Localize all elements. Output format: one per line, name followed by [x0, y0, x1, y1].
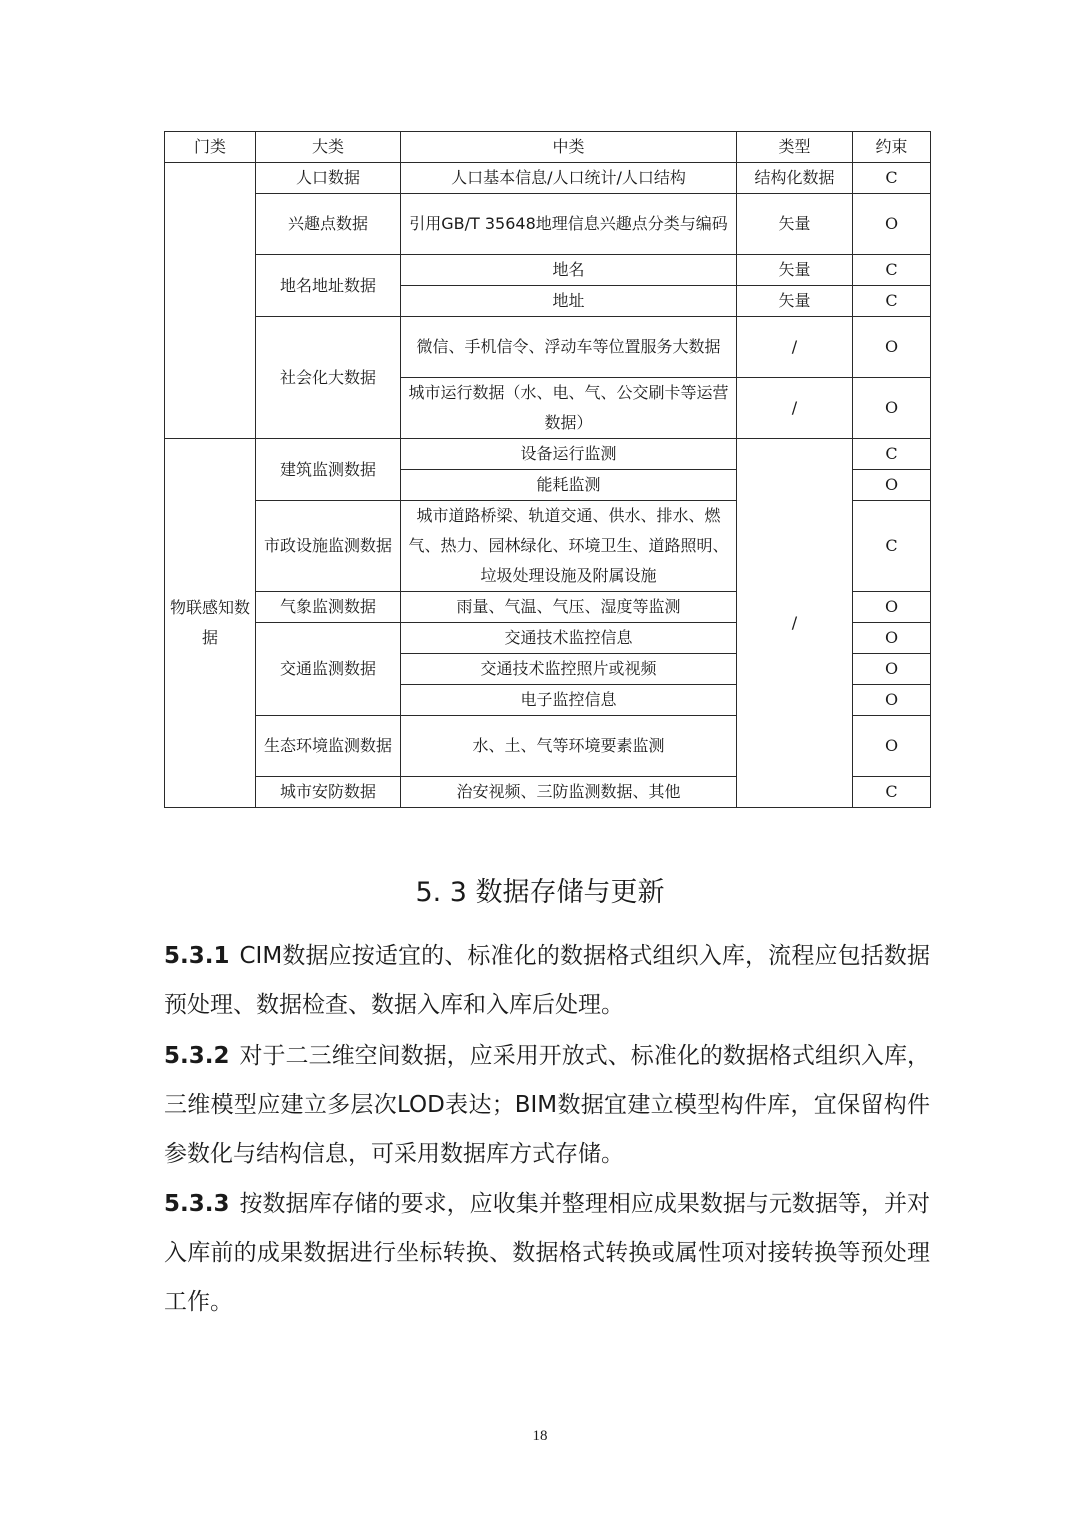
- clause-paragraph: [164, 1032, 930, 1179]
- major-class-cell: 交通监测数据: [256, 623, 401, 716]
- header-category: 门类: [165, 132, 256, 163]
- constraint-cell: C: [853, 439, 931, 470]
- middle-class-cell: 水、土、气等环境要素监测: [401, 716, 737, 777]
- data-classification-table: [164, 131, 931, 808]
- clause-number: 5.3.3: [164, 1191, 230, 1217]
- type-cell: /: [737, 439, 853, 808]
- middle-class-cell: 雨量、气温、气压、湿度等监测: [401, 592, 737, 623]
- major-class-cell: 生态环境监测数据: [256, 716, 401, 777]
- constraint-cell: O: [853, 685, 931, 716]
- middle-class-cell: 地名: [401, 255, 737, 286]
- header-middle-class: 中类: [401, 132, 737, 163]
- table-row: [165, 439, 931, 470]
- constraint-cell: O: [853, 654, 931, 685]
- middle-class-cell: 微信、手机信令、浮动车等位置服务大数据: [401, 317, 737, 378]
- header-type: 类型: [737, 132, 853, 163]
- middle-class-cell: 电子监控信息: [401, 685, 737, 716]
- type-cell: /: [737, 378, 853, 439]
- section-title: 5. 3 数据存储与更新: [415, 877, 665, 908]
- clause-paragraph: [164, 932, 930, 1030]
- clause-number: 5.3.2: [164, 1043, 230, 1069]
- constraint-cell: O: [853, 716, 931, 777]
- major-class-cell: 市政设施监测数据: [256, 501, 401, 592]
- middle-class-cell: 地址: [401, 286, 737, 317]
- middle-class-cell: 交通技术监控信息: [401, 623, 737, 654]
- type-cell: 矢量: [737, 194, 853, 255]
- constraint-cell: C: [853, 286, 931, 317]
- clause-text: 按数据库存储的要求，应收集并整理相应成果数据与元数据等，并对入库前的成果数据进行坐标转换、数据格式转换或属性项对接转换等预处理工作。: [164, 1191, 930, 1315]
- type-cell: 结构化数据: [737, 163, 853, 194]
- major-class-cell: 地名地址数据: [256, 255, 401, 317]
- header-major-class: 大类: [256, 132, 401, 163]
- page-number: 18: [532, 1428, 548, 1444]
- constraint-cell: O: [853, 623, 931, 654]
- middle-class-cell: 引用GB/T 35648地理信息兴趣点分类与编码: [401, 194, 737, 255]
- type-cell: /: [737, 317, 853, 378]
- constraint-cell: C: [853, 501, 931, 592]
- middle-class-cell: 能耗监测: [401, 470, 737, 501]
- major-class-cell: 社会化大数据: [256, 317, 401, 439]
- table-row: [165, 317, 931, 378]
- major-class-cell: 人口数据: [256, 163, 401, 194]
- clause-number: 5.3.1: [164, 943, 230, 969]
- middle-class-cell: 城市道路桥梁、轨道交通、供水、排水、燃气、热力、园林绿化、环境卫生、道路照明、垃圾处理设施及附属设施: [401, 501, 737, 592]
- major-class-cell: 建筑监测数据: [256, 439, 401, 501]
- major-class-cell: 气象监测数据: [256, 592, 401, 623]
- major-class-cell: 城市安防数据: [256, 777, 401, 808]
- clause-text: 对于二三维空间数据，应采用开放式、标准化的数据格式组织入库，三维模型应建立多层次LOD表达；BIM数据宜建立模型构件库，宜保留构件参数化与结构信息，可采用数据库方式存储。: [164, 1043, 930, 1167]
- type-cell: 矢量: [737, 255, 853, 286]
- header-constraint: 约束: [853, 132, 931, 163]
- constraint-cell: O: [853, 317, 931, 378]
- major-class-cell: 兴趣点数据: [256, 194, 401, 255]
- table-row: [165, 194, 931, 255]
- middle-class-cell: 设备运行监测: [401, 439, 737, 470]
- clause-paragraph: [164, 1180, 930, 1327]
- middle-class-cell: 治安视频、三防监测数据、其他: [401, 777, 737, 808]
- middle-class-cell: 交通技术监控照片或视频: [401, 654, 737, 685]
- constraint-cell: O: [853, 194, 931, 255]
- constraint-cell: C: [853, 777, 931, 808]
- middle-class-cell: 城市运行数据（水、电、气、公交刷卡等运营数据）: [401, 378, 737, 439]
- constraint-cell: O: [853, 592, 931, 623]
- category-cell-empty: [165, 163, 256, 439]
- category-cell: 物联感知数据: [165, 439, 256, 808]
- middle-class-cell: 人口基本信息/人口统计/人口结构: [401, 163, 737, 194]
- constraint-cell: O: [853, 470, 931, 501]
- constraint-cell: O: [853, 378, 931, 439]
- table-row: [165, 255, 931, 286]
- clause-text: CIM数据应按适宜的、标准化的数据格式组织入库，流程应包括数据预处理、数据检查、数据入库和入库后处理。: [164, 943, 930, 1018]
- table-row: [165, 163, 931, 194]
- constraint-cell: C: [853, 163, 931, 194]
- type-cell: 矢量: [737, 286, 853, 317]
- constraint-cell: C: [853, 255, 931, 286]
